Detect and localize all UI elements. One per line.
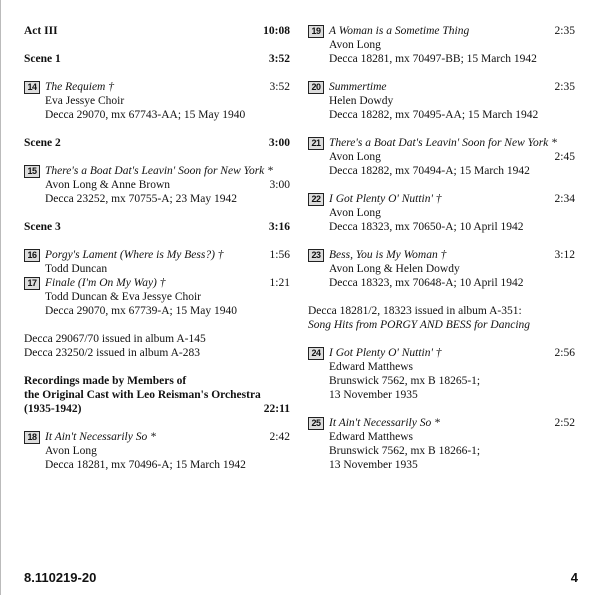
track-title-line — [308, 136, 575, 150]
right-column — [308, 24, 575, 472]
left-column — [24, 24, 290, 472]
track-entry — [308, 346, 575, 402]
track-title: A Woman is a Sometime Thing — [329, 25, 470, 37]
line-text: Eva Jessye Choir — [45, 95, 125, 107]
track-title: There's a Boat Dat's Leavin' Soon for New York * — [45, 165, 273, 177]
line-text: Decca 18281/2, 18323 issued in album A-351: — [308, 305, 522, 317]
track-entry — [24, 276, 290, 318]
duration: 10:08 — [263, 25, 290, 37]
page-number: 4 — [570, 570, 578, 585]
line-text: Act III — [24, 25, 58, 37]
track-detail-line — [308, 220, 575, 234]
track-number-badge: 21 — [308, 137, 324, 150]
track-detail-line — [24, 178, 290, 192]
section-heading — [24, 220, 290, 234]
track-entry — [24, 80, 290, 122]
line-text: Decca 18281, mx 70496-A; 15 March 1942 — [45, 459, 246, 471]
text-line — [308, 318, 575, 332]
track-detail-line — [308, 108, 575, 122]
track-entry — [24, 164, 290, 206]
line-text: Recordings made by Members of — [24, 375, 187, 387]
track-detail-line — [308, 38, 575, 52]
text-line — [24, 346, 290, 360]
page-edge — [0, 0, 1, 595]
line-text: Scene 1 — [24, 53, 61, 65]
text-line — [24, 220, 290, 234]
duration: 1:56 — [269, 249, 290, 261]
track-detail-line — [24, 304, 290, 318]
album-note — [24, 332, 290, 360]
track-detail-line — [24, 94, 290, 108]
line-text: Avon Long — [329, 207, 381, 219]
track-title-line — [24, 248, 290, 262]
track-detail-line — [308, 458, 575, 472]
track-detail-line — [308, 374, 575, 388]
catalog-number: 8.110219-20 — [24, 570, 97, 585]
line-text: Edward Matthews — [329, 431, 413, 443]
line-text: Avon Long & Helen Dowdy — [329, 263, 460, 275]
track-title: It Ain't Necessarily So * — [329, 417, 440, 429]
track-detail-line — [308, 150, 575, 164]
duration: 2:45 — [554, 151, 575, 163]
track-number-badge: 18 — [24, 431, 40, 444]
duration: 2:52 — [554, 417, 575, 429]
spacer — [24, 150, 290, 164]
duration: 3:00 — [269, 179, 290, 191]
track-title-line — [308, 192, 575, 206]
track-detail-line — [308, 276, 575, 290]
line-text: Decca 23250/2 issued in album A-283 — [24, 347, 200, 359]
track-entry — [308, 136, 575, 178]
spacer — [308, 122, 575, 136]
track-number-badge: 23 — [308, 249, 324, 262]
text-line — [308, 304, 575, 318]
line-text: Avon Long — [329, 151, 381, 163]
duration: 2:35 — [554, 81, 575, 93]
track-title-line — [308, 80, 575, 94]
track-detail-line — [24, 290, 290, 304]
duration: 3:12 — [554, 249, 575, 261]
spacer — [308, 234, 575, 248]
track-title-line — [308, 346, 575, 360]
spacer — [24, 234, 290, 248]
line-text: Song Hits from PORGY AND BESS for Dancing — [308, 319, 531, 331]
line-text: Decca 29067/70 issued in album A-145 — [24, 333, 206, 345]
track-number-badge: 16 — [24, 249, 40, 262]
spacer — [24, 206, 290, 220]
duration: 3:52 — [269, 81, 290, 93]
track-title-line — [24, 276, 290, 290]
spacer — [24, 416, 290, 430]
text-line — [24, 24, 290, 38]
track-detail-line — [24, 262, 290, 276]
line-text: the Original Cast with Leo Reisman's Orchestra — [24, 389, 261, 401]
spacer — [308, 178, 575, 192]
track-detail-line — [308, 360, 575, 374]
text-line — [24, 374, 290, 388]
line-text: Decca 29070, mx 67739-A; 15 May 1940 — [45, 305, 237, 317]
track-number-badge: 17 — [24, 277, 40, 290]
text-line — [24, 52, 290, 66]
track-title: Porgy's Lament (Where is My Bess?) † — [45, 249, 224, 261]
spacer — [24, 38, 290, 52]
track-title: I Got Plenty O' Nuttin' † — [329, 347, 442, 359]
spacer — [24, 318, 290, 332]
line-text: Decca 18323, mx 70650-A; 10 April 1942 — [329, 221, 524, 233]
duration: 3:52 — [268, 53, 290, 65]
spacer — [24, 122, 290, 136]
spacer — [308, 290, 575, 304]
line-text: Scene 3 — [24, 221, 61, 233]
duration: 3:00 — [268, 137, 290, 149]
duration: 2:42 — [269, 431, 290, 443]
track-detail-line — [308, 262, 575, 276]
track-entry — [24, 430, 290, 472]
track-entry — [308, 24, 575, 66]
track-detail-line — [308, 94, 575, 108]
line-text: Decca 29070, mx 67743-AA; 15 May 1940 — [45, 109, 246, 121]
track-detail-line — [308, 206, 575, 220]
track-entry — [24, 248, 290, 276]
line-text: Scene 2 — [24, 137, 61, 149]
track-title: I Got Plenty O' Nuttin' † — [329, 193, 442, 205]
track-detail-line — [308, 444, 575, 458]
track-number-badge: 14 — [24, 81, 40, 94]
track-number-badge: 22 — [308, 193, 324, 206]
track-detail-line — [308, 52, 575, 66]
text-line — [24, 332, 290, 346]
track-detail-line — [24, 108, 290, 122]
track-detail-line — [308, 388, 575, 402]
line-text: Todd Duncan & Eva Jessye Choir — [45, 291, 202, 303]
line-text: Brunswick 7562, mx B 18266-1; — [329, 445, 481, 457]
track-title: There's a Boat Dat's Leavin' Soon for New York * — [329, 137, 557, 149]
track-entry — [308, 416, 575, 472]
line-text: Decca 18281, mx 70497-BB; 15 March 1942 — [329, 53, 537, 65]
track-title-line — [24, 80, 290, 94]
duration: 22:11 — [263, 403, 290, 415]
line-text: Avon Long — [329, 39, 381, 51]
text-line — [24, 388, 290, 402]
track-detail-line — [308, 164, 575, 178]
track-title-line — [24, 430, 290, 444]
track-entry — [308, 248, 575, 290]
spacer — [308, 402, 575, 416]
text-line — [24, 136, 290, 150]
line-text: Decca 18323, mx 70648-A; 10 April 1942 — [329, 277, 524, 289]
track-title: It Ain't Necessarily So * — [45, 431, 156, 443]
track-title: Summertime — [329, 81, 387, 93]
track-detail-line — [24, 444, 290, 458]
line-text: 13 November 1935 — [329, 459, 418, 471]
section-heading — [24, 136, 290, 150]
text-line — [24, 402, 290, 416]
track-detail-line — [24, 192, 290, 206]
track-number-badge: 25 — [308, 417, 324, 430]
track-detail-line — [308, 430, 575, 444]
track-title: The Requiem † — [45, 81, 114, 93]
track-detail-line — [24, 458, 290, 472]
track-title-line — [308, 416, 575, 430]
track-title-line — [24, 164, 290, 178]
album-note — [308, 304, 575, 332]
duration: 3:16 — [268, 221, 290, 233]
line-text: (1935-1942) — [24, 403, 82, 415]
spacer — [308, 66, 575, 80]
line-text: Helen Dowdy — [329, 95, 394, 107]
duration: 2:35 — [554, 25, 575, 37]
track-title: Finale (I'm On My Way) † — [45, 277, 166, 289]
track-title-line — [308, 24, 575, 38]
duration: 1:21 — [269, 277, 290, 289]
track-entry — [308, 192, 575, 234]
line-text: Decca 23252, mx 70755-A; 23 May 1942 — [45, 193, 237, 205]
line-text: Brunswick 7562, mx B 18265-1; — [329, 375, 481, 387]
section-heading — [24, 52, 290, 66]
spacer — [308, 332, 575, 346]
line-text: Decca 18282, mx 70495-AA; 15 March 1942 — [329, 109, 539, 121]
track-title: Bess, You is My Woman † — [329, 249, 447, 261]
duration: 2:56 — [554, 347, 575, 359]
track-title-line — [308, 248, 575, 262]
section-heading — [24, 24, 290, 38]
line-text: 13 November 1935 — [329, 389, 418, 401]
spacer — [24, 66, 290, 80]
duration: 2:34 — [554, 193, 575, 205]
line-text: Todd Duncan — [45, 263, 108, 275]
section-heading — [24, 374, 290, 416]
track-number-badge: 20 — [308, 81, 324, 94]
spacer — [24, 360, 290, 374]
line-text: Avon Long & Anne Brown — [45, 179, 171, 191]
track-number-badge: 15 — [24, 165, 40, 178]
track-number-badge: 24 — [308, 347, 324, 360]
line-text: Decca 18282, mx 70494-A; 15 March 1942 — [329, 165, 530, 177]
line-text: Edward Matthews — [329, 361, 413, 373]
track-number-badge: 19 — [308, 25, 324, 38]
line-text: Avon Long — [45, 445, 97, 457]
track-entry — [308, 80, 575, 122]
